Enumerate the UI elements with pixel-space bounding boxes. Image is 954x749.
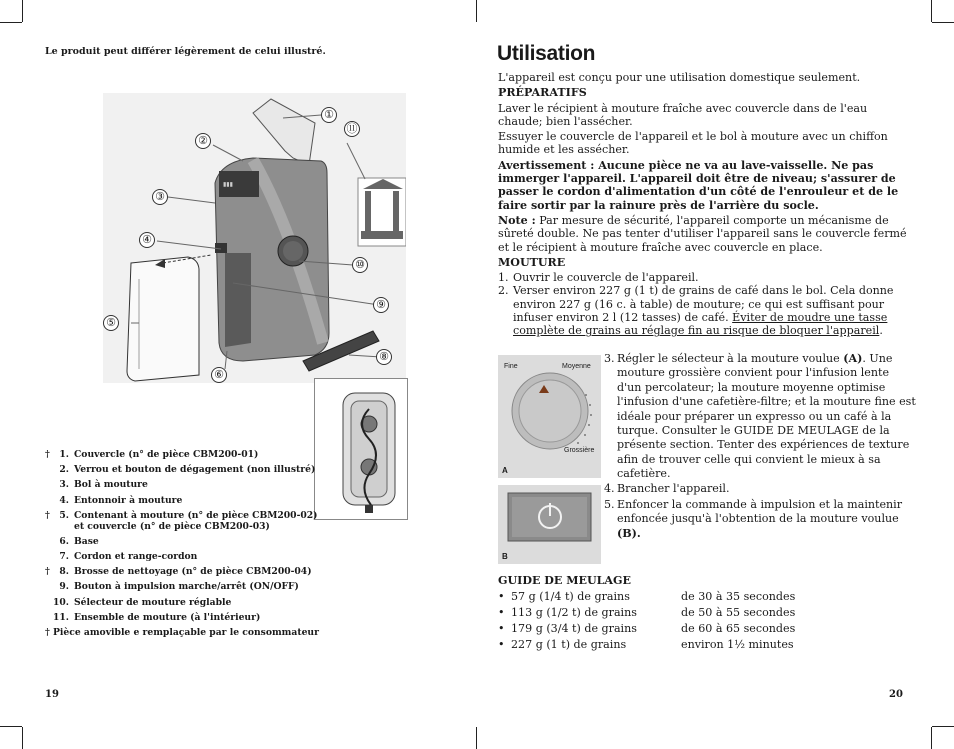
list-item: 5. Enfoncer la commande à impulsion et la maintenir enfoncée jusqu'à l'obtention de la mouture voulue (B). [604, 498, 903, 540]
list-item: • 57 g (1/4 t) de grains de 30 à 35 secondes [498, 590, 796, 603]
list-item: 6. Base [59, 535, 99, 547]
list-item: • 227 g (1 t) de grains environ 1½ minutes [498, 638, 794, 651]
list-item: 1. Ouvrir le couvercle de l'appareil. [498, 271, 699, 285]
callout-1: ① [321, 107, 337, 123]
grinding-guide [498, 572, 796, 653]
list-item: 7. Cordon et range-cordon [59, 550, 198, 562]
disclaimer: Le produit peut différer légèrement de celui illustré. [45, 46, 326, 57]
section-heading: PRÉPARATIFS [498, 86, 587, 100]
body-text [498, 71, 910, 338]
steps-list [604, 352, 916, 541]
list-item: • 179 g (3/4 t) de grains de 60 à 65 secondes [498, 622, 796, 635]
list-item: † 8. Brosse de nettoyage (n° de pièce CBM200-04) [45, 566, 312, 578]
callout-6: ⑥ [211, 367, 227, 383]
callout-11: ⑪ [344, 121, 360, 137]
figure-a-dial [498, 355, 601, 478]
fine-label: Fine [504, 363, 518, 370]
list-item: • 113 g (1/2 t) de grains de 50 à 55 secondes [498, 606, 796, 619]
paragraph: Laver le récipient à mouture fraîche avec couvercle dans de l'eau chaude; bien l'assécher. [498, 101, 868, 128]
footnote: † Pièce amovible e remplaçable par le consommateur [45, 626, 319, 638]
list-item: † 1. Couvercle (n° de pièce CBM200-01) [45, 449, 259, 460]
parts-list [45, 447, 319, 640]
list-item: 4. Entonnoir à mouture [59, 494, 183, 506]
figure-label: B [502, 552, 508, 561]
list-item: 3. Bol à mouture [59, 479, 148, 491]
callout-2: ② [195, 133, 211, 149]
figure-b-button [498, 485, 601, 564]
callout-10: ⑩ [352, 257, 368, 273]
callout-5: ⑤ [103, 315, 119, 331]
svg-text:▮▮▮: ▮▮▮ [223, 182, 233, 188]
warning: Avertissement : Aucune pièce ne va au lave-vaisselle. Ne pas immerger l'appareil. L'appareil doit être de niveau; s'assurer de passer le cordon d'alimentation d'un côté de l'enrouleur et de le faire sortir par la rainure près de l'arrière du socle. [498, 158, 899, 212]
section-heading: MOUTURE [498, 255, 566, 269]
list-item: † 5. Contenant à mouture (n° de pièce CBM200-02) et couvercle (n° de pièce CBM200-03) [45, 509, 318, 532]
callout-8: ⑧ [376, 349, 392, 365]
callout-9: ⑨ [373, 297, 389, 313]
list-item: 11. Ensemble de mouture (à l'intérieur) [53, 611, 261, 623]
page-number: 20 [889, 689, 903, 700]
list-item: 9. Bouton à impulsion marche/arrêt (ON/OFF) [59, 581, 299, 593]
list-item: 4. Brancher l'appareil. [604, 481, 730, 495]
cord-storage-illustration [314, 378, 408, 520]
page-number: 19 [45, 689, 59, 700]
intro: L'appareil est conçu pour une utilisation domestique seulement. [498, 71, 861, 84]
callout-3: ③ [152, 189, 168, 205]
figure-label: A [502, 466, 508, 475]
list-item: 2. Verrou et bouton de dégagement (non illustré) [59, 464, 316, 476]
coarse-label: Grossière [564, 447, 595, 454]
list-item: 2. Verser environ 227 g (1 t) de grains de café dans le bol. Cela donne environ 227 g (16 c. à table) de mouture; ce qui est suffisant pour infuser environ 2 l (12 tasses) de café. Éviter de moudre une tasse complète de grains au réglage fin au risque de bloquer l'appareil. [498, 284, 894, 338]
grinder-diagram [103, 93, 406, 383]
callout-4: ④ [139, 232, 155, 248]
list-item: 3. Régler le sélecteur à la mouture voulue (A). Une mouture grossière convient pour l'infusion lente d'un percolateur; la mouture moyenne optimise l'infusion d'une cafetière-filtre; et la mouture fine est idéale pour préparer un expresso ou un café à la turque. Consulter le GUIDE DE MEULAGE de la présente section. Tenter des expériences de texture afin de trouver celle qui convient le mieux à sa cafetière. [604, 352, 916, 481]
paragraph: Essuyer le couvercle de l'appareil et le bol à mouture avec un chiffon humide et les assécher. [498, 130, 888, 157]
section-heading: GUIDE DE MEULAGE [498, 574, 631, 587]
list-item: 10. Sélecteur de mouture réglable [53, 596, 232, 608]
right-page [477, 0, 954, 749]
medium-label: Moyenne [562, 363, 591, 370]
note: Note : Par mesure de sécurité, l'appareil comporte un mécanisme de sûreté double. Ne pas tenter d'utiliser l'appareil sans le couvercle fermé et le récipient à mouture fraîche avec couvercle en place. [498, 213, 907, 254]
page-title: Utilisation [497, 42, 596, 65]
